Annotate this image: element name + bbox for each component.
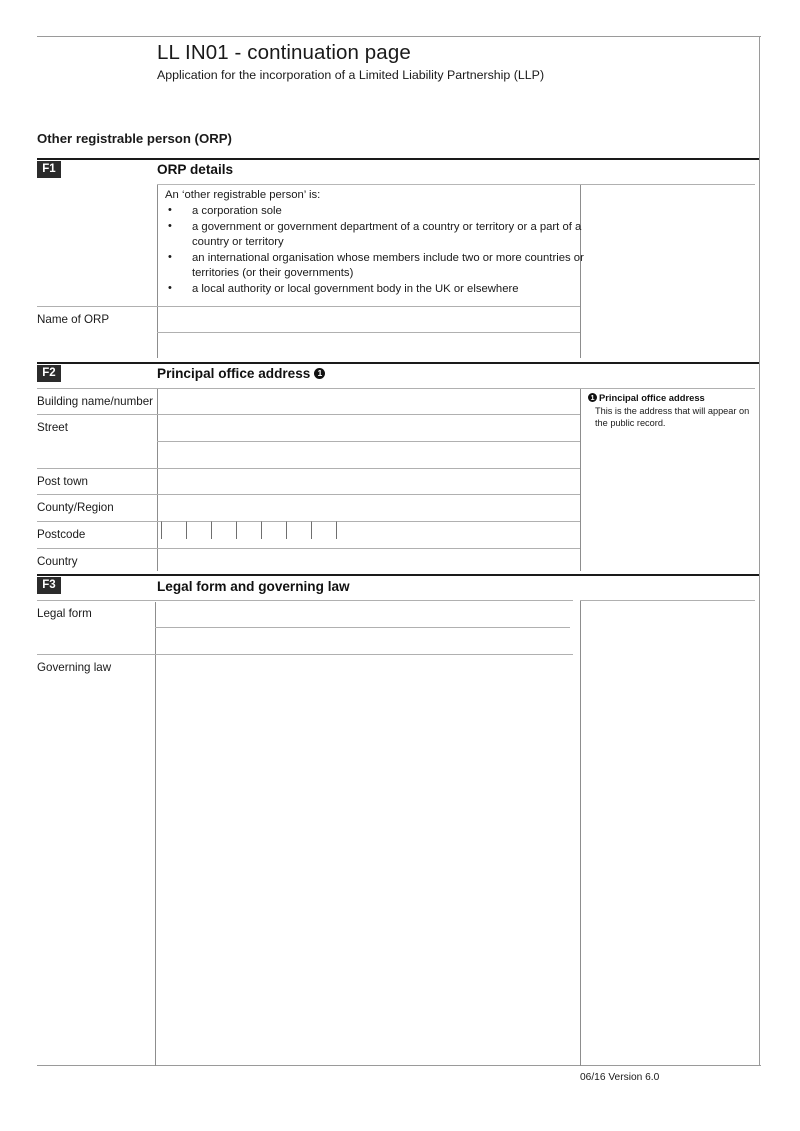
section-badge-f3: F3 xyxy=(37,577,61,594)
section-title-f1: ORP details xyxy=(157,162,234,177)
section-title-f2 xyxy=(157,366,325,381)
note-principal-office-address xyxy=(588,392,756,430)
postcode-cell-5[interactable] xyxy=(261,521,286,539)
input-name-of-orp-line2[interactable] xyxy=(161,336,580,358)
note-panel-divider-f2 xyxy=(580,389,581,571)
note-panel-top-rule-f1 xyxy=(580,184,755,185)
input-street[interactable] xyxy=(161,417,580,437)
input-legal-form[interactable] xyxy=(159,603,573,623)
page-subtitle: Application for the incorporation of a Limited Liability Partnership (LLP) xyxy=(157,68,545,82)
label-governing-law: Governing law xyxy=(37,661,112,674)
input-post-town[interactable] xyxy=(161,471,580,491)
orp-definition xyxy=(165,188,585,297)
row-rule-post-town xyxy=(37,468,580,469)
label-post-town: Post town xyxy=(37,475,88,488)
note-title xyxy=(588,392,756,404)
input-street-line2[interactable] xyxy=(161,444,580,464)
info-icon: 1 xyxy=(588,393,597,402)
note-panel-divider-f3 xyxy=(580,600,581,1066)
info-icon: 1 xyxy=(314,368,325,379)
bullet-icon: • xyxy=(168,219,172,232)
postcode-cell-6[interactable] xyxy=(286,521,311,539)
label-legal-form: Legal form xyxy=(37,607,92,620)
postcode-cell-3[interactable] xyxy=(211,521,236,539)
row-rule-name-of-orp xyxy=(37,306,580,307)
row-rule-building xyxy=(37,388,580,389)
label-postcode: Postcode xyxy=(37,528,86,541)
page-footer: 06/16 Version 6.0 xyxy=(580,1072,660,1083)
page-border-top xyxy=(37,36,761,37)
section-rule-f3 xyxy=(37,574,759,576)
page-border-right xyxy=(759,36,760,1066)
postcode-cell-1[interactable] xyxy=(161,521,186,539)
list-item xyxy=(165,220,585,251)
input-country[interactable] xyxy=(161,551,580,571)
postcode-cell-8[interactable] xyxy=(336,521,361,539)
label-building-name-number: Building name/number xyxy=(37,395,154,408)
input-building-name-number[interactable] xyxy=(161,391,580,411)
row-rule-county-region xyxy=(37,494,580,495)
orp-definition-list xyxy=(165,204,585,297)
orp-definition-intro: An ‘other registrable person’ is: xyxy=(165,189,321,201)
bullet-icon: • xyxy=(168,281,172,294)
input-legal-form-line2[interactable] xyxy=(159,630,573,650)
input-name-of-orp-line1[interactable] xyxy=(161,309,580,331)
section-badge-f1: F1 xyxy=(37,161,61,178)
note-panel-top-rule-f2 xyxy=(580,388,755,389)
section-title-f2-text: Principal office address xyxy=(157,366,311,381)
list-item-text: an international organisation whose members include two or more countries or territories (or their governments) xyxy=(192,251,584,280)
label-street: Street xyxy=(37,421,68,434)
bullet-icon: • xyxy=(168,250,172,263)
page-border-bottom xyxy=(37,1065,761,1066)
row-rule-street xyxy=(37,414,580,415)
list-item xyxy=(165,204,585,219)
list-item-text: a corporation sole xyxy=(192,205,282,218)
label-name-of-orp: Name of ORP xyxy=(37,313,110,326)
postcode-cell-4[interactable] xyxy=(236,521,261,539)
row-rule-country xyxy=(37,548,580,549)
column-divider-f3 xyxy=(155,602,156,1066)
postcode-cell-7[interactable] xyxy=(311,521,336,539)
row-rule-legal-form xyxy=(37,600,573,601)
postcode-input-group[interactable] xyxy=(161,521,361,539)
row-rule-legal-form-2 xyxy=(155,627,570,628)
bullet-icon: • xyxy=(168,204,172,217)
input-county-region[interactable] xyxy=(161,497,580,517)
label-country: Country xyxy=(37,555,78,568)
section-badge-f2: F2 xyxy=(37,365,61,382)
document-header xyxy=(157,40,757,83)
section-rule-f2 xyxy=(37,362,759,364)
list-item-text: a government or government department of a country or territory or a part of a country or territory xyxy=(192,220,582,249)
note-panel-top-rule-f3 xyxy=(580,600,755,601)
section-title-f3: Legal form and governing law xyxy=(157,579,350,594)
row-rule-street-2 xyxy=(157,441,580,442)
list-item-text: a local authority or local government body in the UK or elsewhere xyxy=(192,282,519,295)
postcode-cell-2[interactable] xyxy=(186,521,211,539)
label-county-region: County/Region xyxy=(37,501,114,514)
section-rule-f1 xyxy=(37,158,759,160)
note-title-text: Principal office address xyxy=(599,392,705,403)
row-rule-name-of-orp-2 xyxy=(157,332,580,333)
list-item xyxy=(165,282,585,297)
list-item xyxy=(165,251,585,282)
input-governing-law[interactable] xyxy=(159,657,573,677)
note-body: This is the address that will appear on the public record. xyxy=(595,406,750,429)
part-heading: Other registrable person (ORP) xyxy=(37,131,232,146)
page-title: LL IN01 - continuation page xyxy=(157,41,411,64)
column-divider-f2 xyxy=(157,389,158,571)
row-rule-governing-law xyxy=(37,654,573,655)
